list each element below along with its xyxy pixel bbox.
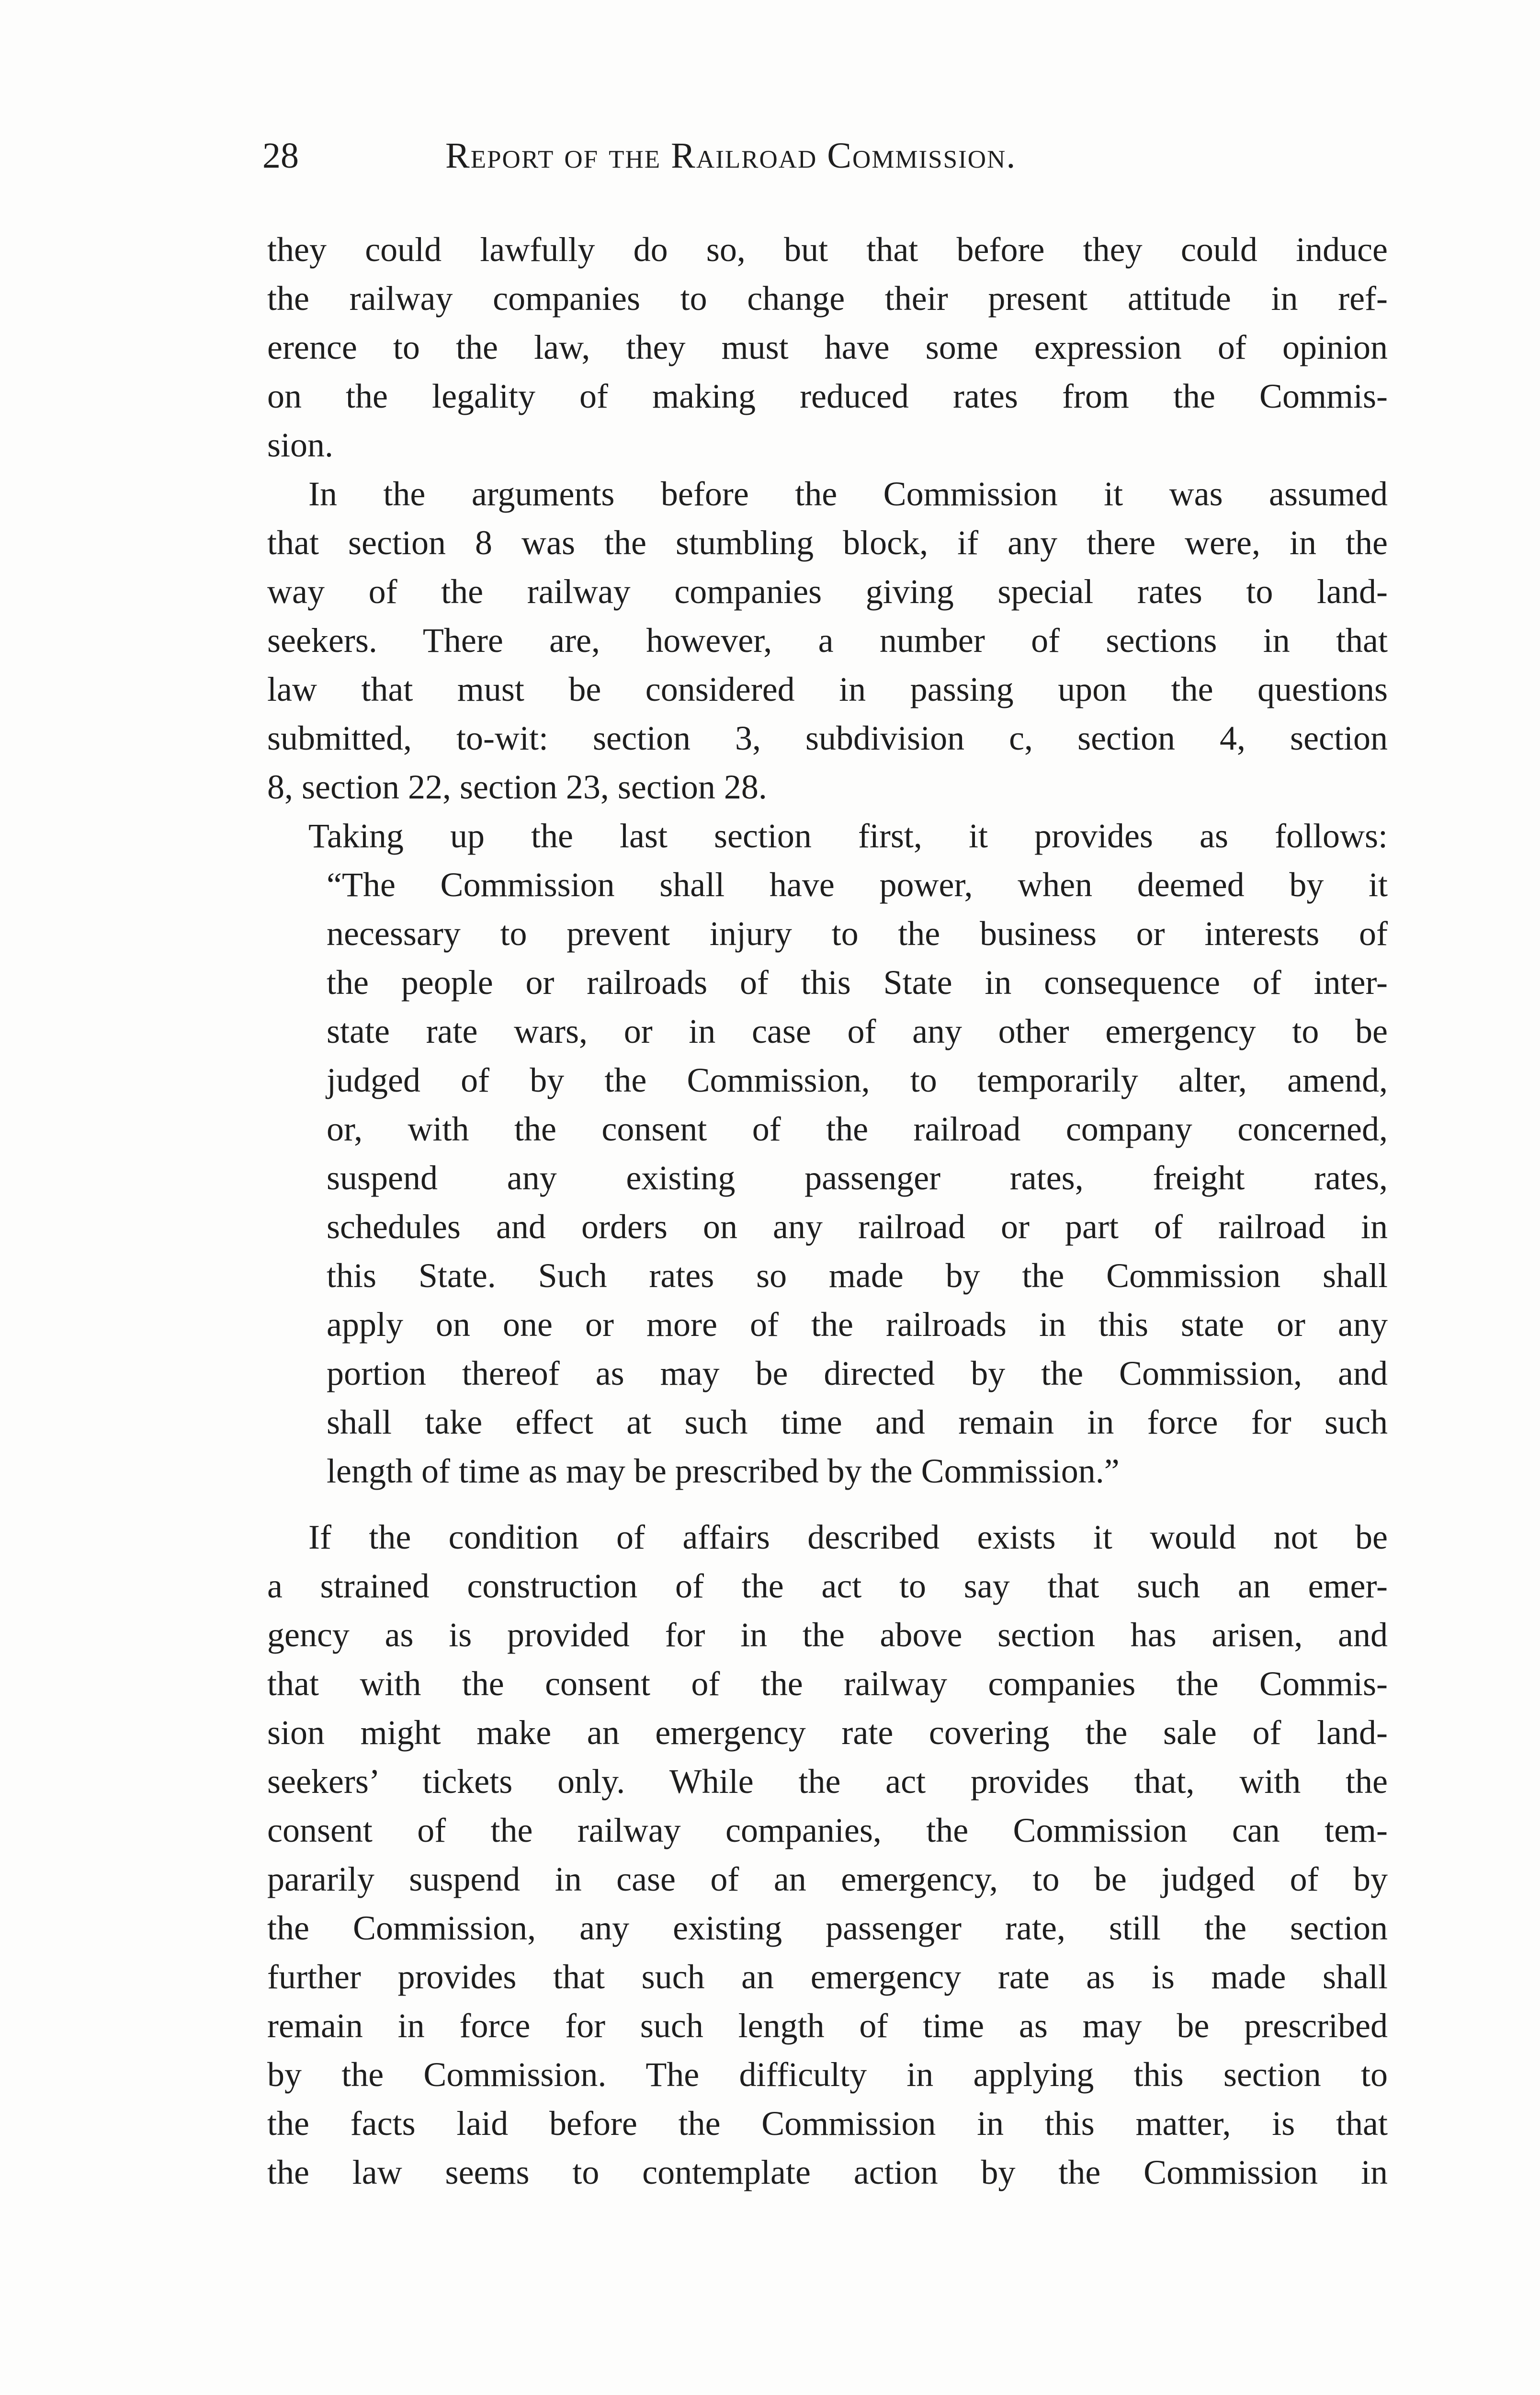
paragraph-arguments: [267, 469, 1388, 811]
quote-line: apply on one or more of the railroads in this state or any: [327, 1305, 1388, 1344]
text-line: they could lawfully do so, but that before they could induce: [267, 230, 1388, 269]
block-quotation: [327, 860, 1388, 1495]
text-line: law that must be considered in passing upon the questions: [267, 670, 1388, 708]
quote-line: “The Commission shall have power, when deemed by it: [327, 866, 1388, 904]
text-line: If the condition of affairs described exists it would not be: [308, 1518, 1388, 1556]
running-title: Report of the Railroad Commission.: [445, 136, 1017, 176]
text-line: sion might make an emergency rate covering the sale of land-: [267, 1713, 1388, 1752]
quote-line: or, with the consent of the railroad company concerned,: [327, 1110, 1388, 1148]
quote-line: necessary to prevent injury to the business or interests of: [327, 914, 1388, 953]
quote-line: shall take effect at such time and remain in force for such: [327, 1403, 1388, 1441]
text-line: Taking up the last section first, it provides as follows:: [308, 817, 1388, 855]
quote-line: the people or railroads of this State in consequence of inter-: [327, 963, 1388, 1002]
text-line: a strained construction of the act to say that such an emer-: [267, 1567, 1388, 1605]
text-line: In the arguments before the Commission it was assumed: [308, 475, 1388, 513]
text-line: way of the railway companies giving special rates to land-: [267, 572, 1388, 611]
text-line: gency as is provided for in the above section has arisen, and: [267, 1616, 1388, 1654]
quote-line: length of time as may be prescribed by the Commission.”: [327, 1452, 1120, 1490]
text-line: submitted, to-wit: section 3, subdivision c, section 4, section: [267, 719, 1388, 757]
quote-line: state rate wars, or in case of any other emergency to be: [327, 1012, 1388, 1050]
quote-line: portion thereof as may be directed by the Commission, and: [327, 1354, 1388, 1392]
text-line: further provides that such an emergency rate as is made shall: [267, 1958, 1388, 1996]
text-line: the facts laid before the Commission in this matter, is that: [267, 2104, 1388, 2143]
text-line: that with the consent of the railway companies the Commis-: [267, 1665, 1388, 1703]
running-header: [262, 129, 1421, 187]
text-line: seekers’ tickets only. While the act provides that, with the: [267, 1762, 1388, 1801]
text-line: that section 8 was the stumbling block, if any there were, in the: [267, 524, 1388, 562]
paragraph-emergency-rate: [267, 1513, 1388, 2197]
text-line: the Commission, any existing passenger rate, still the section: [267, 1909, 1388, 1947]
text-line: the railway companies to change their present attitude in ref-: [267, 279, 1388, 318]
text-line: pararily suspend in case of an emergency, to be judged of by: [267, 1860, 1388, 1898]
paragraph-intro-quotation: [267, 811, 1388, 860]
paragraph-continued: [267, 225, 1388, 469]
page-number: 28: [262, 136, 299, 176]
text-line: on the legality of making reduced rates from the Commis-: [267, 377, 1388, 415]
text-line: erence to the law, they must have some expression of opinion: [267, 328, 1388, 366]
text-line: by the Commission. The difficulty in applying this section to: [267, 2055, 1388, 2094]
quote-line: this State. Such rates so made by the Commission shall: [327, 1256, 1388, 1295]
quote-line: suspend any existing passenger rates, freight rates,: [327, 1159, 1388, 1197]
text-line: 8, section 22, section 23, section 28.: [267, 768, 767, 806]
text-line: remain in force for such length of time as may be prescribed: [267, 2007, 1388, 2045]
text-line: seekers. There are, however, a number of sections in that: [267, 621, 1388, 660]
text-line: the law seems to contemplate action by the Commission in: [267, 2153, 1388, 2191]
quote-line: schedules and orders on any railroad or part of railroad in: [327, 1208, 1388, 1246]
quote-line: judged of by the Commission, to temporarily alter, amend,: [327, 1061, 1388, 1099]
text-line: consent of the railway companies, the Commission can tem-: [267, 1811, 1388, 1849]
text-line: sion.: [267, 426, 334, 464]
